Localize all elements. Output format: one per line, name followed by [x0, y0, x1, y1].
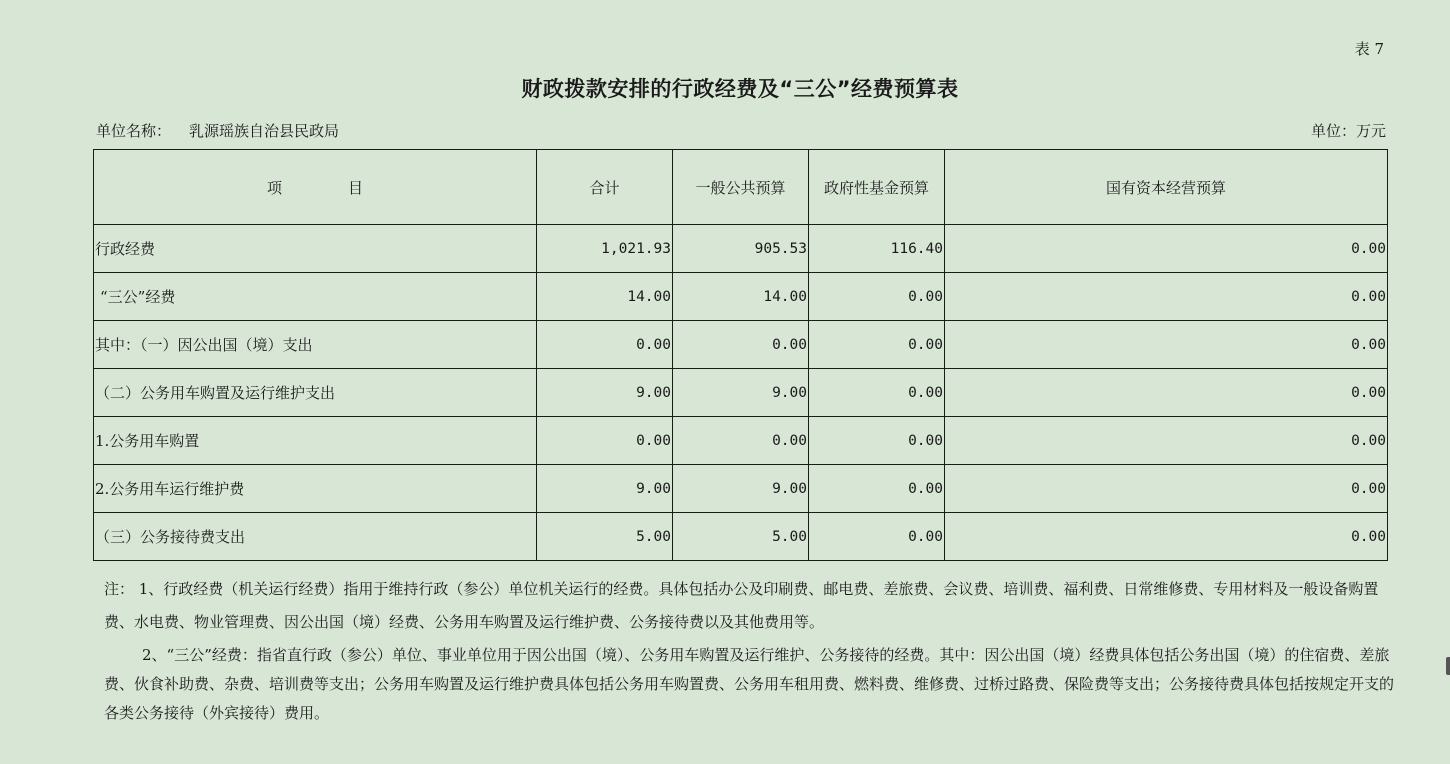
cell-fund: 0.00: [809, 465, 945, 513]
row-label: 1.公务用车购置: [94, 417, 537, 465]
column-header-state: 国有资本经营预算: [945, 150, 1388, 225]
unit-name-line: [96, 120, 339, 141]
cell-state: 0.00: [945, 225, 1388, 273]
cell-total: 0.00: [537, 321, 673, 369]
cell-general: 0.00: [673, 417, 809, 465]
cell-fund: 116.40: [809, 225, 945, 273]
table-header-row: [94, 150, 1388, 225]
table-row: [94, 417, 1388, 465]
cell-total: 5.00: [537, 513, 673, 561]
cell-fund: 0.00: [809, 417, 945, 465]
table-row: [94, 321, 1388, 369]
note-1: 注： 1、行政经费（机关运行经费）指用于维持行政（参公）单位机关运行的经费。具体包括办公及印刷费、邮电费、差旅费、会议费、培训费、福利费、日常维修费、专用材料及一般设备购置费、水电费、物业管理费、因公出国（境）经费、公务用车购置及运行维护费、公务接待费以及其他费用等。: [104, 580, 1379, 631]
budget-table: [93, 149, 1388, 561]
scroll-edge-handle[interactable]: [1446, 657, 1450, 675]
cell-total: 0.00: [537, 417, 673, 465]
cell-state: 0.00: [945, 465, 1388, 513]
column-header-total: 合计: [537, 150, 673, 225]
row-label: （二）公务用车购置及运行维护支出: [94, 369, 537, 417]
table-row: [94, 465, 1388, 513]
cell-total: 9.00: [537, 369, 673, 417]
table-row: [94, 369, 1388, 417]
cell-state: 0.00: [945, 513, 1388, 561]
column-header-item-b: 目: [348, 178, 364, 197]
cell-fund: 0.00: [809, 273, 945, 321]
cell-fund: 0.00: [809, 321, 945, 369]
cell-total: 9.00: [537, 465, 673, 513]
cell-fund: 0.00: [809, 369, 945, 417]
page-title: 财政拨款安排的行政经费及“三公”经费预算表: [521, 77, 959, 101]
notes-section: [104, 573, 1394, 728]
row-label: 2.公务用车运行维护费: [94, 465, 537, 513]
cell-fund: 0.00: [809, 513, 945, 561]
row-label: （三）公务接待费支出: [94, 513, 537, 561]
unit-name-value: 乳源瑶族自治县民政局: [189, 122, 340, 140]
table-row: [94, 513, 1388, 561]
cell-general: 5.00: [673, 513, 809, 561]
unit-name-label: 单位名称：: [96, 122, 172, 140]
row-label: 行政经费: [94, 225, 537, 273]
cell-general: 0.00: [673, 321, 809, 369]
table-row: [94, 225, 1388, 273]
table-row: [94, 273, 1388, 321]
cell-general: 9.00: [673, 369, 809, 417]
row-label: “三公”经费: [94, 273, 537, 321]
cell-total: 1,021.93: [537, 225, 673, 273]
cell-state: 0.00: [945, 417, 1388, 465]
column-header-item: [94, 150, 537, 225]
table-number: 表 7: [1354, 40, 1384, 58]
column-header-item-a: 项: [266, 178, 282, 197]
cell-state: 0.00: [945, 369, 1388, 417]
cell-state: 0.00: [945, 273, 1388, 321]
note-2: 2、“三公”经费：指省直行政（参公）单位、事业单位用于因公出国（境）、公务用车购置及运行维护、公务接待的经费。其中：因公出国（境）经费具体包括公务出国（境）的住宿费、差旅费、伙食补助费、杂费、培训费等支出；公务用车购置及运行维护费具体包括公务用车购置费、公务用车租用费、燃料费、维修费、过桥过路费、保险费等支出；公务接待费具体包括按规定开支的各类公务接待（外宾接待）费用。: [104, 646, 1395, 722]
cell-total: 14.00: [537, 273, 673, 321]
money-unit: 单位：万元: [1310, 122, 1386, 140]
column-header-general: 一般公共预算: [673, 150, 809, 225]
column-header-fund: 政府性基金预算: [809, 150, 945, 225]
cell-general: 9.00: [673, 465, 809, 513]
row-label: 其中：（一）因公出国（境）支出: [94, 321, 537, 369]
cell-general: 14.00: [673, 273, 809, 321]
cell-general: 905.53: [673, 225, 809, 273]
cell-state: 0.00: [945, 321, 1388, 369]
